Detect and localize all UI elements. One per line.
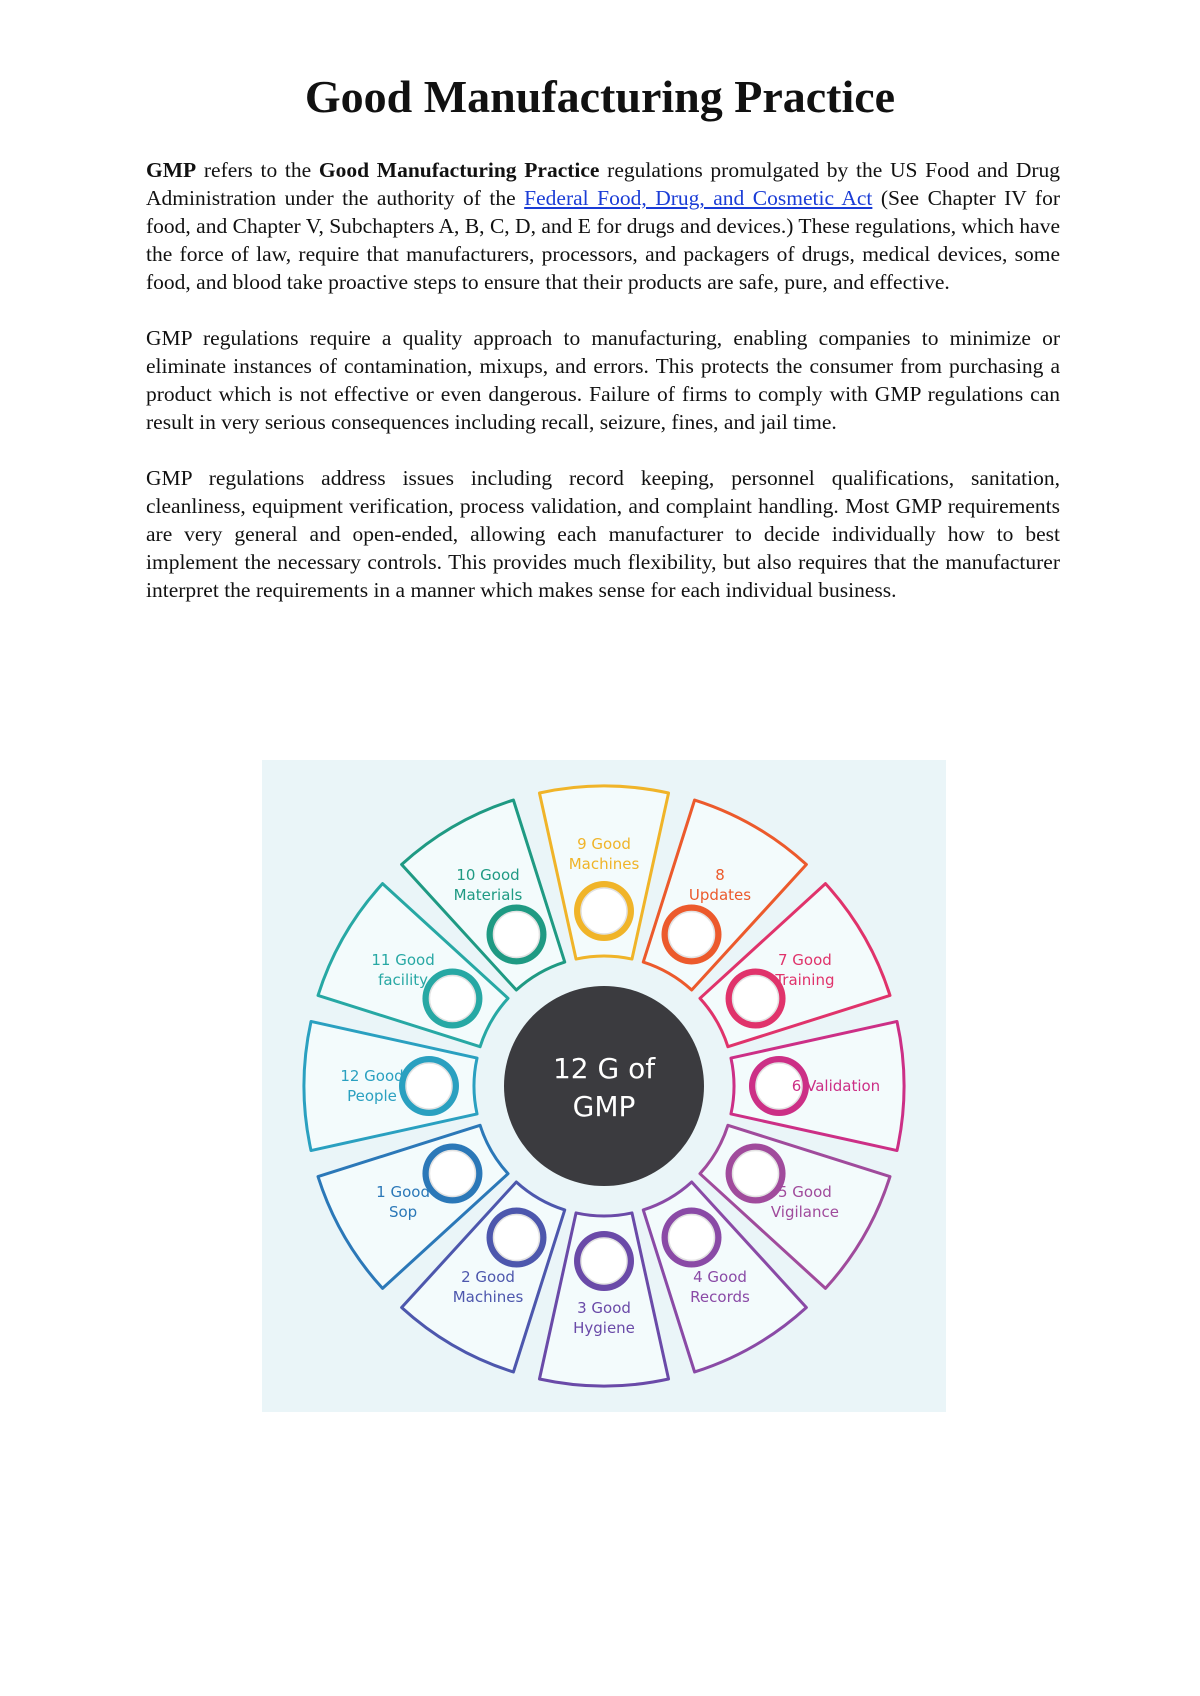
paragraph-1 [146,156,1060,296]
segment-label-line: Records [690,1287,750,1306]
segment-label-line: 10 Good [456,866,520,885]
p1-text-1: refers to the [196,158,319,182]
gmp-abbr: GMP [146,158,197,182]
paragraph-3: GMP regulations address issues including record keeping, personnel qualifications, sanitation, cleanliness, equipment verification, process validation, and complaint handling. Most GMP requirements are very general and open-ended, allowing each manufacturer to decide individually how to best implement the necessary controls. This provides much flexibility, but also requires that the manufacturer interpret the requirements in a manner which makes sense for each individual business. [146,466,1060,602]
segment-label [792,1077,880,1095]
segment-label-line: 1 Good [376,1183,430,1201]
segment-label-line: 12 Good [340,1067,404,1085]
node-center [494,911,540,957]
gmp-wheel-svg [262,760,946,1412]
gmp-term: Good Manufacturing Practice [318,158,600,182]
segment-label-line: 5 Good [778,1183,832,1201]
node-center [669,911,715,957]
segment-label-line: Updates [688,886,752,905]
segment-label-line: 4 Good [693,1267,747,1286]
segment-label-line: facility [378,971,429,989]
segment-label-line: Hygiene [573,1319,635,1337]
wheel-segment [539,786,668,959]
page-title: Good Manufacturing Practice [304,71,896,122]
segment-label-line: 3 Good [577,1299,631,1317]
node-center [669,1215,715,1261]
segment-label-line: 7 Good [778,951,832,969]
wheel-segment [539,1213,668,1386]
segment-label-line: 6 Validation [791,1077,881,1095]
gmp-wheel-diagram [262,760,946,1412]
node-center [581,888,627,934]
node-center [429,1151,475,1197]
paragraph-2: GMP regulations require a quality approach to manufacturing, enabling companies to minimize or eliminate instances of contamination, mixups, and errors. This protects the consumer from purchasing a product which is not effective or even dangerous. Failure of firms to comply with GMP regulations can result in very serious consequences including recall, seizure, fines, and jail time. [146,326,1060,434]
wheel-segment [731,1021,904,1150]
segment-label-line: Sop [388,1203,418,1221]
node-center [733,976,779,1022]
segment-label-line: 11 Good [371,951,435,969]
p1-text-3: (See Chapter IV for food, and Chapter V, Subchapters A, B, C, D, and E for drugs and devices.) These regulations, which have the force of law, require that manufacturers, processors, and packagers of drugs, medical devices, some food, and blood take proactive steps to ensure that their products are safe, pure, and effective. [146,186,1060,294]
segment-label-line: 2 Good [461,1267,515,1286]
node-center [494,1215,540,1261]
p1-text-2: regulations promulgated by the US Food and Drug Administration under the authority of the [146,158,1061,210]
center-hub [504,986,704,1186]
node-center [406,1063,452,1109]
segment-label-line: 9 Good [577,835,631,853]
body-text [146,156,1060,632]
node-center [429,976,475,1022]
segment-label-line: People [347,1087,397,1105]
segment-label-line: Vigilance [770,1203,839,1221]
wheel-segment [304,1021,477,1150]
center-label-line: 12 G of [552,1052,656,1085]
segment-label-line: Materials [453,886,523,905]
node-center [733,1151,779,1197]
segment-label-line: Training [775,971,835,989]
segment-label-line: Machines [568,855,640,873]
node-center [581,1238,627,1284]
segment-label-line: Machines [452,1287,524,1306]
fdca-link[interactable]: Federal Food, Drug, and Cosmetic Act [524,186,873,210]
segment-label-line: 8 [715,866,725,885]
center-label-line: GMP [572,1090,636,1123]
